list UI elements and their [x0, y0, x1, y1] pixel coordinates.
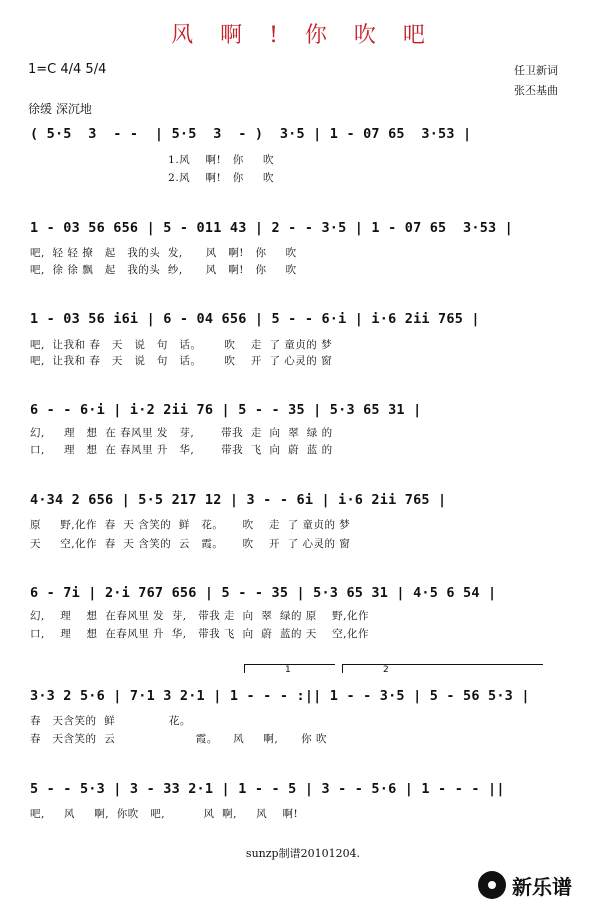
volta-1: 1 [244, 664, 335, 673]
notation-row-3: 1 - 03 56 i6i | 6 - 04 656 | 5 - - 6·i | i·6 2ii 765 | [30, 311, 480, 327]
notation-row-7: 3·3 2 5·6 | 7·1 3 2·1 | 1 - - - :|| 1 - - 3·5 | 5 - 56 5·3 | [30, 688, 530, 704]
logo-text: 新乐谱 [512, 874, 572, 899]
lyrics-row-2-verse-2: 吧, 徐 徐 飘 起 我的头 纱, 风 啊! 你 吹 [30, 264, 297, 276]
lyrics-row-1-verse-2: 2.风 啊! 你 吹 [30, 172, 274, 184]
lyrics-row-4-verse-1: 幻, 理 想 在 春风里 发 芽, 带我 走 向 翠 绿 的 [30, 427, 333, 439]
lyrics-row-5-verse-2: 天 空,化作 春 天 含笑的 云 霞。 吹 开 了 心灵的 窗 [30, 538, 351, 550]
lyrics-row-7-verse-2: 春 天含笑的 云 霞。 风 啊, 你 吹 [30, 733, 328, 745]
notation-row-5: 4·34 2 656 | 5·5 217 12 | 3 - - 6i | i·6 2ii 765 | [30, 492, 447, 508]
lyrics-row-2-verse-1: 吧, 轻 轻 撩 起 我的头 发, 风 啊! 你 吹 [30, 247, 297, 259]
lyrics-row-5-verse-1: 原 野,化作 春 天 含笑的 鲜 花。 吹 走 了 童贞的 梦 [30, 519, 351, 531]
lyrics-row-4-verse-2: 口, 理 想 在 春风里 升 华, 带我 飞 向 蔚 蓝 的 [30, 444, 333, 456]
record-disc-icon [478, 871, 506, 899]
notation-row-4: 6 - - 6·i | i·2 2ii 76 | 5 - - 35 | 5·3 65 31 | [30, 402, 422, 418]
site-logo [478, 868, 598, 902]
lyrics-row-6-verse-2: 口, 理 想 在春风里 升 华, 带我 飞 向 蔚 蓝的 天 空,化作 [30, 628, 369, 640]
notation-row-6: 6 - 7i | 2·i 767 656 | 5 - - 35 | 5·3 65 31 | 4·5 6 54 | [30, 585, 497, 601]
composer: 张丕基曲 [514, 84, 558, 97]
engraver-credit: sunzp制谱20101204. [245, 847, 361, 860]
notation-row-2: 1 - 03 56 656 | 5 - 011 43 | 2 - - 3·5 | 1 - 07 65 3·53 | [30, 220, 514, 236]
lyrics-row-3-verse-1: 吧, 让我和 春 天 说 句 话。 吹 走 了 童贞的 梦 [30, 339, 333, 351]
lyrics-row-8-verse-1: 吧, 风 啊, 你吹 吧, 风 啊, 风 啊! [30, 808, 299, 820]
notation-row-1: ( 5·5 3 - - | 5·5 3 - ) 3·5 | 1 - 07 65 3·53 | [30, 126, 472, 142]
lyrics-row-1-verse-1: 1.风 啊! 你 吹 [30, 154, 274, 166]
volta-2: 2 [342, 664, 543, 673]
notation-row-8: 5 - - 5·3 | 3 - 33 2·1 | 1 - - 5 | 3 - - 5·6 | 1 - - - || [30, 781, 505, 797]
song-title: 风 啊 ! 你 吹 吧 [171, 23, 435, 48]
lyricist: 任卫新词 [514, 64, 558, 77]
tempo-marking: 徐缓 深沉地 [28, 102, 92, 116]
key-signature: 1=C 4/4 5/4 [28, 62, 107, 77]
lyrics-row-7-verse-1: 春 天含笑的 鲜 花。 [30, 715, 191, 727]
lyrics-row-3-verse-2: 吧, 让我和 春 天 说 句 话。 吹 开 了 心灵的 窗 [30, 355, 333, 367]
lyrics-row-6-verse-1: 幻, 理 想 在春风里 发 芽, 带我 走 向 翠 绿的 原 野,化作 [30, 610, 369, 622]
